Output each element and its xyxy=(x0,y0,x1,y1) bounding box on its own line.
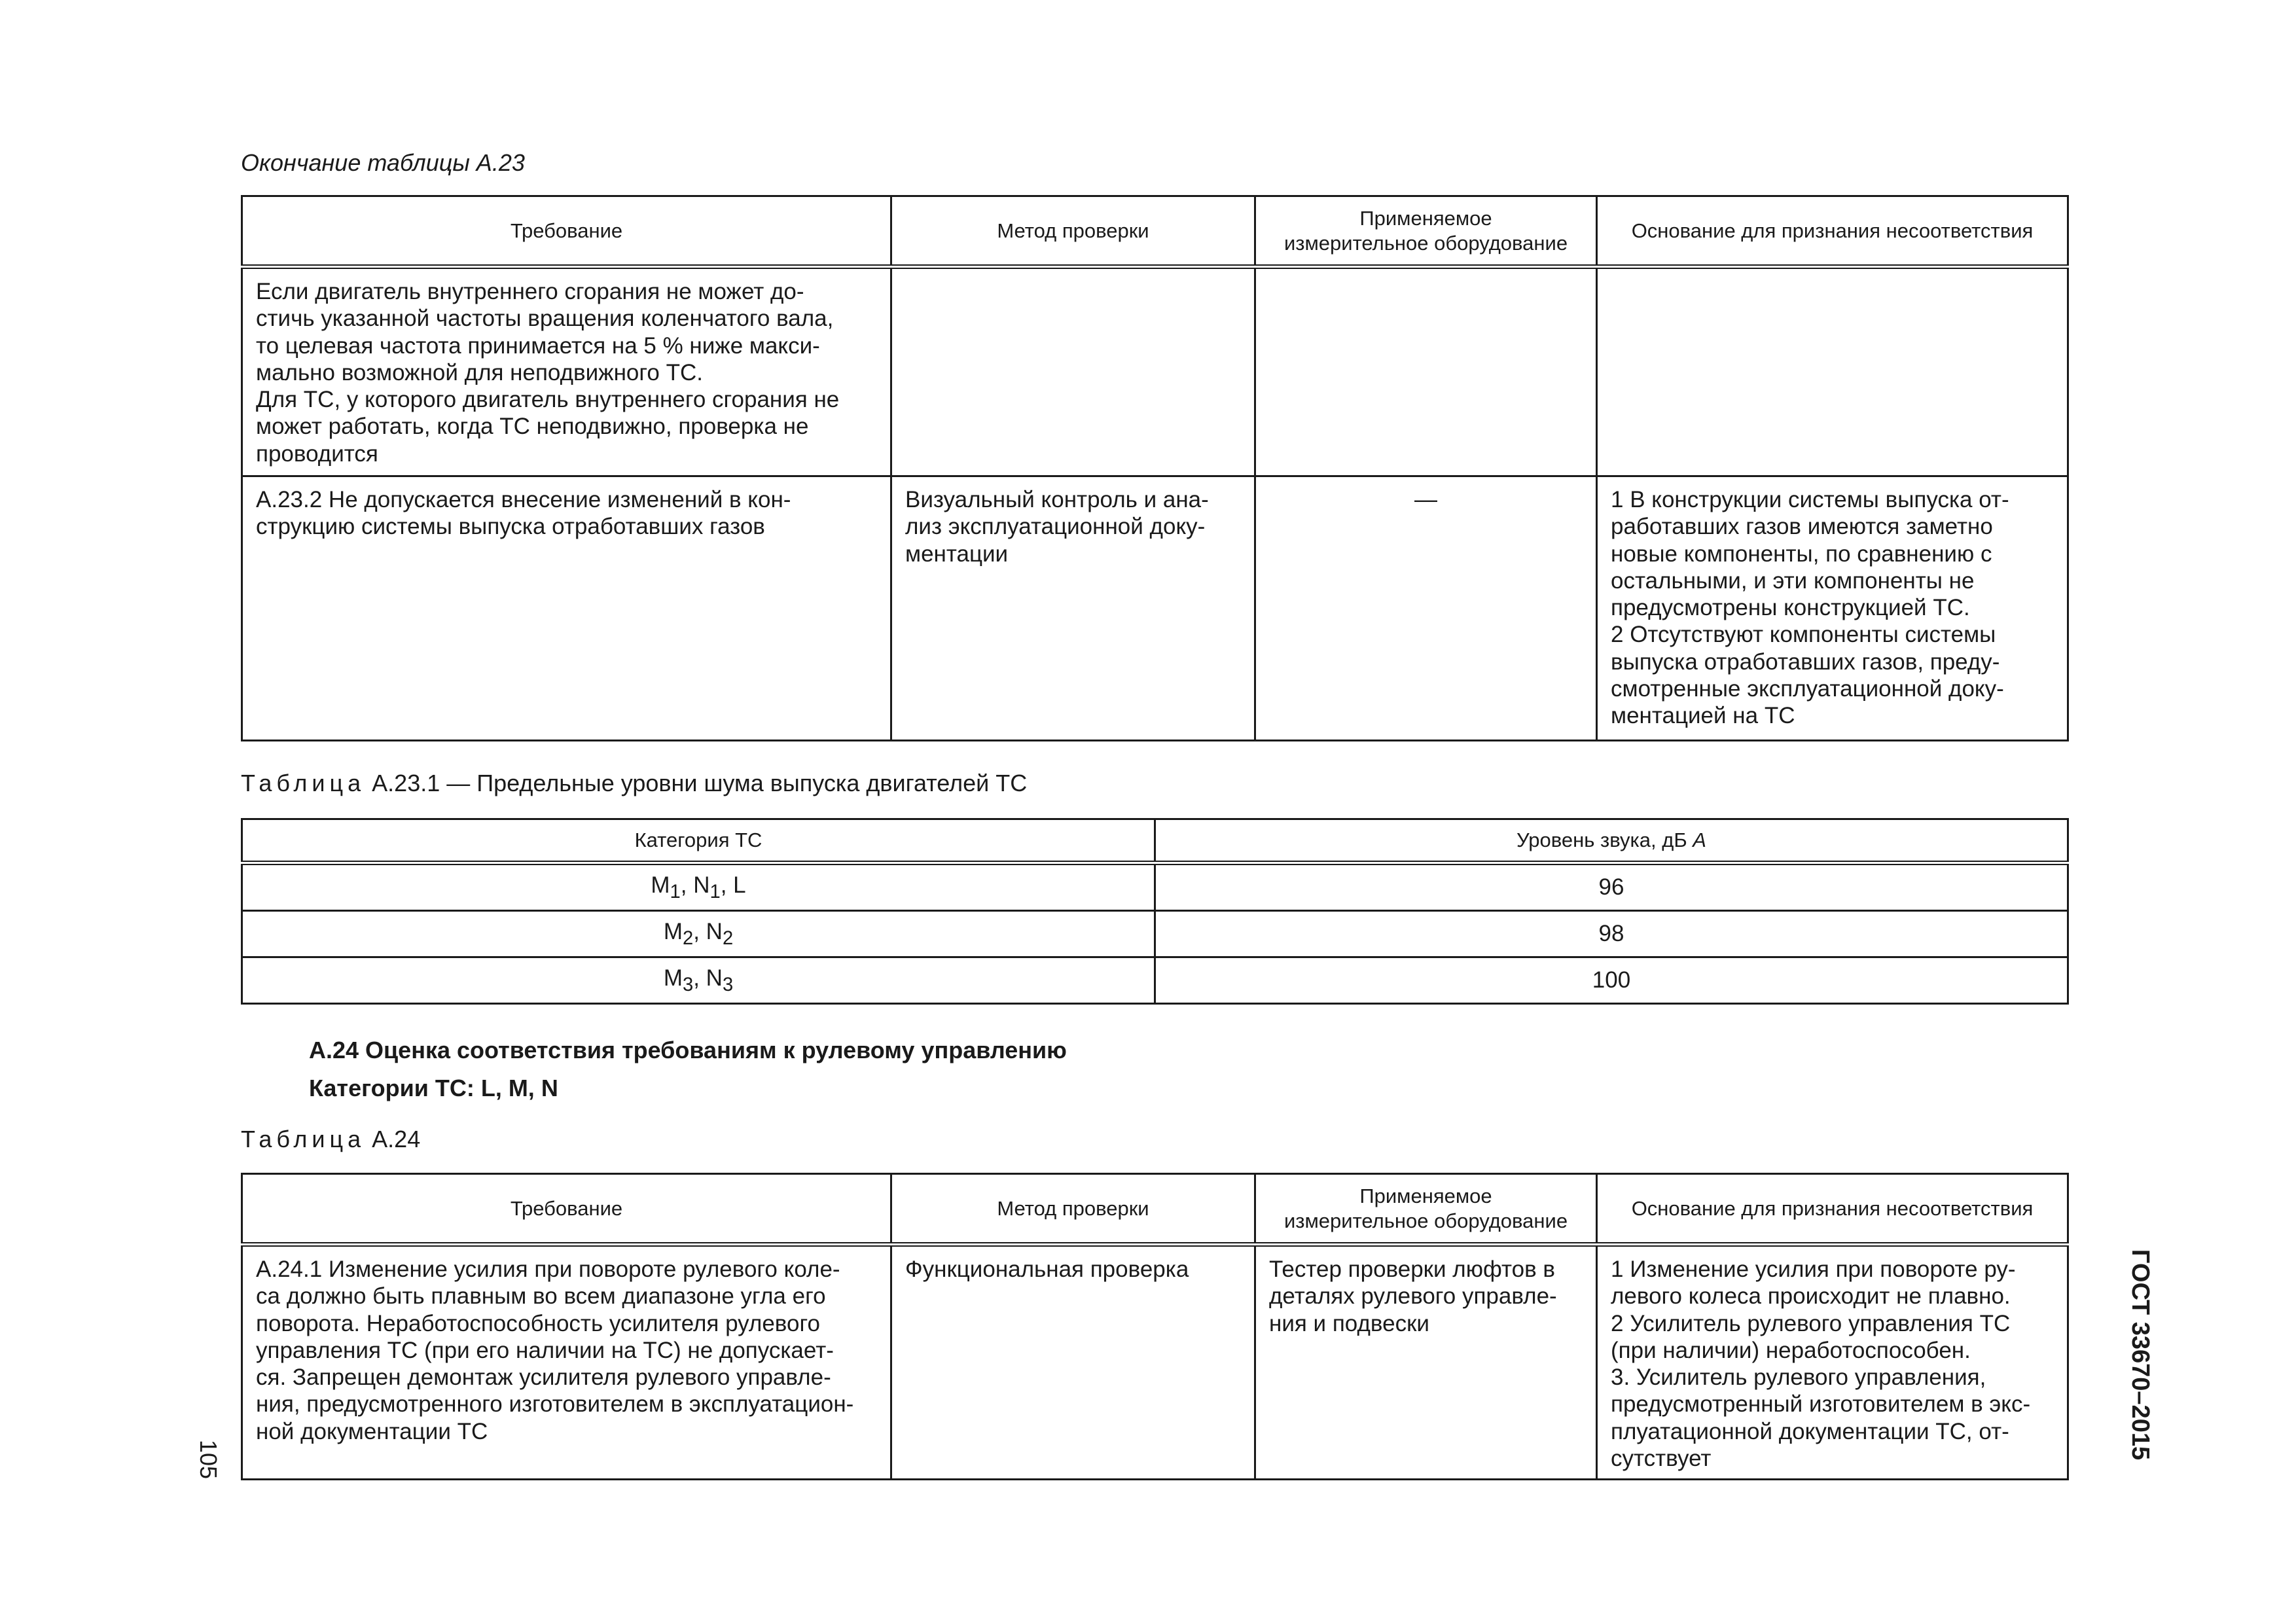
table-a24-caption xyxy=(241,1126,420,1153)
text-line: Если двигатель внутреннего сгорания не может до- xyxy=(256,279,804,304)
category-letter: N xyxy=(706,965,723,991)
category-cell: $M_1$, $N_1$, L xyxy=(242,863,1155,911)
header-basis: Основание для признания несоответствия xyxy=(1597,196,2068,267)
category-cell: $M_2$, $N_2$ xyxy=(242,911,1155,957)
category-letter: M xyxy=(663,965,683,991)
category-index: 1 xyxy=(670,881,681,902)
caption-text: А.24 xyxy=(372,1126,421,1152)
category-letter: L xyxy=(733,872,746,898)
text-line: то целевая частота принимается на 5 % ниже макси- xyxy=(256,332,820,359)
text-line: лиз эксплуатационной доку- xyxy=(905,514,1206,540)
text-line: А.24.1 Изменение усилия при повороте рулевого коле- xyxy=(256,1257,840,1282)
text-line: может работать, когда ТС неподвижно, проверка не xyxy=(256,414,809,440)
category-index: 3 xyxy=(722,974,734,995)
text-line: левого колеса происходит не плавно. xyxy=(1611,1283,2011,1310)
header-category: Категория ТС xyxy=(242,819,1155,863)
requirement-cell xyxy=(242,267,891,476)
caption-text: А.23.1 — Предельные уровни шума выпуска двигателей ТС xyxy=(372,770,1028,796)
header-equipment xyxy=(1255,196,1597,267)
text-line: предусмотренный изготовителем в экс- xyxy=(1611,1391,2031,1418)
header-sound-level-text: Уровень звука, дБ xyxy=(1516,829,1687,851)
table-row xyxy=(242,863,2068,911)
text-line: проводится xyxy=(256,440,378,467)
category-index: 3 xyxy=(682,974,694,995)
equipment-cell xyxy=(1255,1245,1597,1480)
header-method: Метод проверки xyxy=(891,196,1255,267)
text-line: новые компоненты, по сравнению с xyxy=(1611,541,1992,567)
table-a23-end xyxy=(241,195,2069,741)
method-cell xyxy=(891,267,1255,476)
text-line: струкцию системы выпуска отработавших газов xyxy=(256,514,765,540)
caption-prefix: Таблица xyxy=(241,770,366,796)
header-equipment xyxy=(1255,1174,1597,1245)
equipment-cell xyxy=(1255,267,1597,476)
text-line: ния, предусмотренного изготовителем в эксплуатацион- xyxy=(256,1391,854,1418)
table-row xyxy=(242,476,2068,741)
header-basis: Основание для признания несоответствия xyxy=(1597,1174,2068,1245)
text-line: ния и подвески xyxy=(1269,1310,1429,1336)
text-line: ментацией на ТС xyxy=(1611,703,1795,729)
text-line: поворота. Неработоспособность усилителя рулевого xyxy=(256,1310,820,1336)
text-line: выпуска отработавших газов, преду- xyxy=(1611,649,2000,675)
text-line: А.23.2 Не допускается внесение изменений в кон- xyxy=(256,487,791,512)
method-cell: Функциональная проверка xyxy=(891,1245,1255,1480)
text-line: Визуальный контроль и ана- xyxy=(905,487,1209,512)
text-line: 3. Усилитель рулевого управления, xyxy=(1611,1364,1986,1391)
category-index: 2 xyxy=(682,927,694,949)
category-index: 2 xyxy=(722,927,734,949)
text-line: работавших газов имеются заметно xyxy=(1611,514,1993,540)
text-line: ментации xyxy=(905,541,1009,567)
table-a23-1 xyxy=(241,818,2069,1005)
caption-prefix: Таблица xyxy=(241,1126,366,1152)
text-line: ся. Запрещен демонтаж усилителя рулевого управле- xyxy=(256,1364,831,1391)
header-requirement: Требование xyxy=(242,1174,891,1245)
text-line: (при наличии) неработоспособен. xyxy=(1611,1337,1971,1363)
header-requirement: Требование xyxy=(242,196,891,267)
category-index: 1 xyxy=(709,881,721,902)
text-line: стичь указанной частоты вращения коленчатого вала, xyxy=(256,306,834,332)
text-line: смотренные эксплуатационной доку- xyxy=(1611,676,2004,702)
text-line: мально возможной для неподвижного ТС. xyxy=(256,359,703,385)
requirement-cell xyxy=(242,1245,891,1480)
table-a23-end-caption: Окончание таблицы А.23 xyxy=(241,149,525,176)
text-line: Тестер проверки люфтов в xyxy=(1269,1257,1555,1282)
equipment-cell: — xyxy=(1255,476,1597,741)
section-a24-heading: А.24 Оценка соответствия требованиям к рулевому управлению xyxy=(309,1037,1067,1063)
header-equipment-line: Применяемое xyxy=(1359,206,1492,230)
header-equipment-line: измерительное оборудование xyxy=(1283,1209,1568,1232)
section-a24-subheading: Категории ТС: L, M, N xyxy=(309,1075,558,1101)
header-method: Метод проверки xyxy=(891,1174,1255,1245)
text-line: деталях рулевого управле- xyxy=(1269,1283,1557,1310)
standard-designation: ГОСТ 33670–2015 xyxy=(2126,1249,2154,1461)
table-a23-1-caption xyxy=(241,770,1027,797)
text-line: 1 В конструкции системы выпуска от- xyxy=(1611,487,2009,512)
text-line: са должно быть плавным во всем диапазоне угла его xyxy=(256,1283,826,1310)
text-line: остальными, и эти компоненты не xyxy=(1611,567,1975,594)
text-line: предусмотрены конструкцией ТС. xyxy=(1611,595,1970,621)
text-line: 2 Отсутствуют компоненты системы xyxy=(1611,622,1996,648)
category-cell: $M_3$, $N_3$ xyxy=(242,957,1155,1004)
category-letter: N xyxy=(693,872,710,898)
page-number: 105 xyxy=(195,1439,222,1480)
text-line: плуатационной документации ТС, от- xyxy=(1611,1418,2009,1444)
category-letter: N xyxy=(706,918,723,944)
table-row xyxy=(242,957,2068,1004)
text-line: ной документации ТС xyxy=(256,1418,488,1444)
text-line: Для ТС, у которого двигатель внутреннего сгорания не xyxy=(256,387,840,413)
header-sound-level-unit: А xyxy=(1693,829,1706,851)
category-letter: M xyxy=(651,872,670,898)
level-cell: 96 xyxy=(1155,863,2068,911)
text-line: 2 Усилитель рулевого управления ТС xyxy=(1611,1310,2011,1336)
text-line: сутствует xyxy=(1611,1446,1712,1472)
method-cell xyxy=(891,476,1255,741)
basis-cell xyxy=(1597,1245,2068,1480)
table-row xyxy=(242,1245,2068,1480)
header-sound-level xyxy=(1155,819,2068,863)
level-cell: 98 xyxy=(1155,911,2068,957)
text-line: управления ТС (при его наличии на ТС) не допускает- xyxy=(256,1337,834,1363)
table-row xyxy=(242,911,2068,957)
table-row xyxy=(242,267,2068,476)
table-a24 xyxy=(241,1173,2069,1480)
basis-cell xyxy=(1597,476,2068,741)
header-equipment-line: измерительное оборудование xyxy=(1283,231,1568,255)
level-cell: 100 xyxy=(1155,957,2068,1004)
header-equipment-line: Применяемое xyxy=(1359,1184,1492,1207)
category-letter: M xyxy=(663,918,683,944)
basis-cell xyxy=(1597,267,2068,476)
requirement-cell xyxy=(242,476,891,741)
text-line: 1 Изменение усилия при повороте ру- xyxy=(1611,1257,2016,1282)
